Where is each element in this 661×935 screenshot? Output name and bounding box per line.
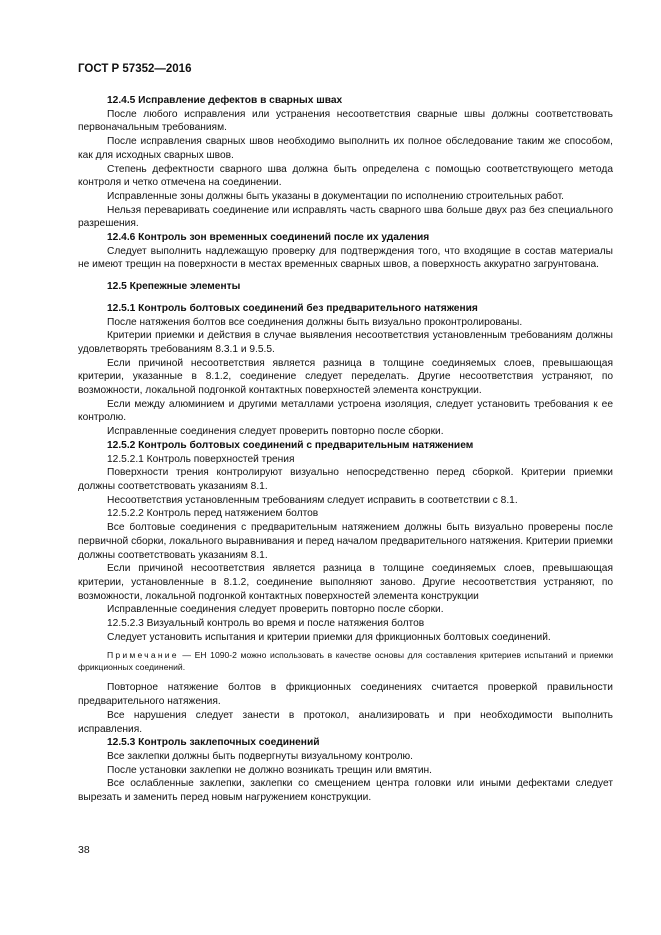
body-paragraph: Если причиной несоответствия является разница в толщине соединяемых слоев, превышающая критерии, установленные в 8.1.2, соединение выполняют заново. Другие несоответствия устраняют, по возможности, локальной подгонкой контактных поверхностей элемента конструкции <box>78 563 613 602</box>
section-heading: 12.5 Крепежные элементы <box>107 281 241 293</box>
body-paragraph: Нельзя переваривать соединение или исправлять часть сварного шва больше двух раз без специального разрешения. <box>78 204 613 230</box>
body-paragraph: Все нарушения следует занести в протокол, анализировать и при необходимости выполнить исправления. <box>78 709 613 735</box>
body-paragraph: 12.5.2.1 Контроль поверхностей трения <box>107 453 295 465</box>
body-paragraph: Исправленные соединения следует проверить повторно после сборки. <box>107 426 444 438</box>
body-paragraph: Несоответствия установленным требованиям следует исправить в соответствии с 8.1. <box>107 494 518 506</box>
body-paragraph: Все болтовые соединения с предварительным натяжением должны быть визуально проверены после первичной сборки, локального выравнивания и перед началом предварительного натяжения. Критерии приемки должны соответствовать указаниям 8.1. <box>78 522 613 561</box>
body-paragraph: Следует выполнить надлежащую проверку для подтверждения того, что входящие в состав материалы не имеют трещин на поверхности в местах временных сварных швов, а поверхность аккуратно загрунтована. <box>78 245 613 271</box>
body-paragraph: Повторное натяжение болтов в фрикционных соединениях считается проверкой правильности предварительного натяжения. <box>78 682 613 708</box>
body-paragraph: Все заклепки должны быть подвергнуты визуальному контролю. <box>107 750 414 762</box>
body-paragraph: Исправленные соединения следует проверить повторно после сборки. <box>107 604 444 616</box>
body-paragraph: Поверхности трения контролируют визуально непосредственно перед сборкой. Критерии приемки должны соответствовать указаниям 8.1. <box>78 467 613 492</box>
body-paragraph: Все ослабленные заклепки, заклепки со смещением центра головки или иными дефектами следует вырезать и заменить перед новым нагружением конструкции. <box>78 778 613 804</box>
body-paragraph: Критерии приемки и действия в случае выявления несоответствия установленным требованиям должны удовлетворять требованиям 8.3.1 и 9.5.5. <box>78 330 613 355</box>
note-label: Примечание <box>107 650 179 661</box>
body-paragraph: Если между алюминием и другими металлами устроена изоляция, следует установить требования к ее контролю. <box>78 398 613 424</box>
document-body <box>78 94 613 805</box>
section-heading: 12.4.5 Исправление дефектов в сварных швах <box>107 95 343 106</box>
section-heading: 12.5.3 Контроль заклепочных соединений <box>107 737 320 749</box>
body-paragraph: Степень дефектности сварного шва должна быть определена с помощью соответствующего метода контроля и четко отмечена на соединении. <box>78 163 613 189</box>
body-paragraph: Следует установить испытания и критерии приемки для фрикционных болтовых соединений. <box>107 631 551 643</box>
note-text: — ЕН 1090-2 можно использовать в качестве основы для составления критериев испытаний и приемки фрикционных соединений. <box>78 650 613 672</box>
body-paragraph: Если причиной несоответствия является разница в толщине соединяемых слоев, превышающая критерии, указанные в 8.1.2, соединение следует переделать. Другие несоответствия устраняют, по возможности, локальной подгонкой контактных поверхностей элемента конструкции. <box>78 357 613 397</box>
body-paragraph: После установки заклепки не должно возникать трещин или вмятин. <box>107 764 432 776</box>
body-paragraph: 12.5.2.2 Контроль перед натяжением болтов <box>107 508 319 520</box>
section-heading: 12.5.1 Контроль болтовых соединений без предварительного натяжения <box>107 302 478 314</box>
page-number: 38 <box>78 844 90 856</box>
note-paragraph <box>78 650 613 673</box>
body-paragraph: 12.5.2.3 Визуальный контроль во время и после натяжения болтов <box>107 618 425 630</box>
section-heading: 12.4.6 Контроль зон временных соединений после их удаления <box>107 232 430 244</box>
body-paragraph: Исправленные зоны должны быть указаны в документации по исполнению строительных работ. <box>107 190 564 202</box>
body-paragraph: После исправления сварных швов необходимо выполнить их полное обследование таким же способом, как для исходных сварных швов. <box>78 136 613 161</box>
body-paragraph: После натяжения болтов все соединения должны быть визуально проконтролированы. <box>107 316 523 328</box>
body-paragraph: После любого исправления или устранения несоответствия сварные швы должны соответствовать первоначальным требованиям. <box>78 108 613 134</box>
document-header: ГОСТ Р 57352—2016 <box>78 63 192 75</box>
section-heading: 12.5.2 Контроль болтовых соединений с предварительным натяжением <box>107 439 474 451</box>
